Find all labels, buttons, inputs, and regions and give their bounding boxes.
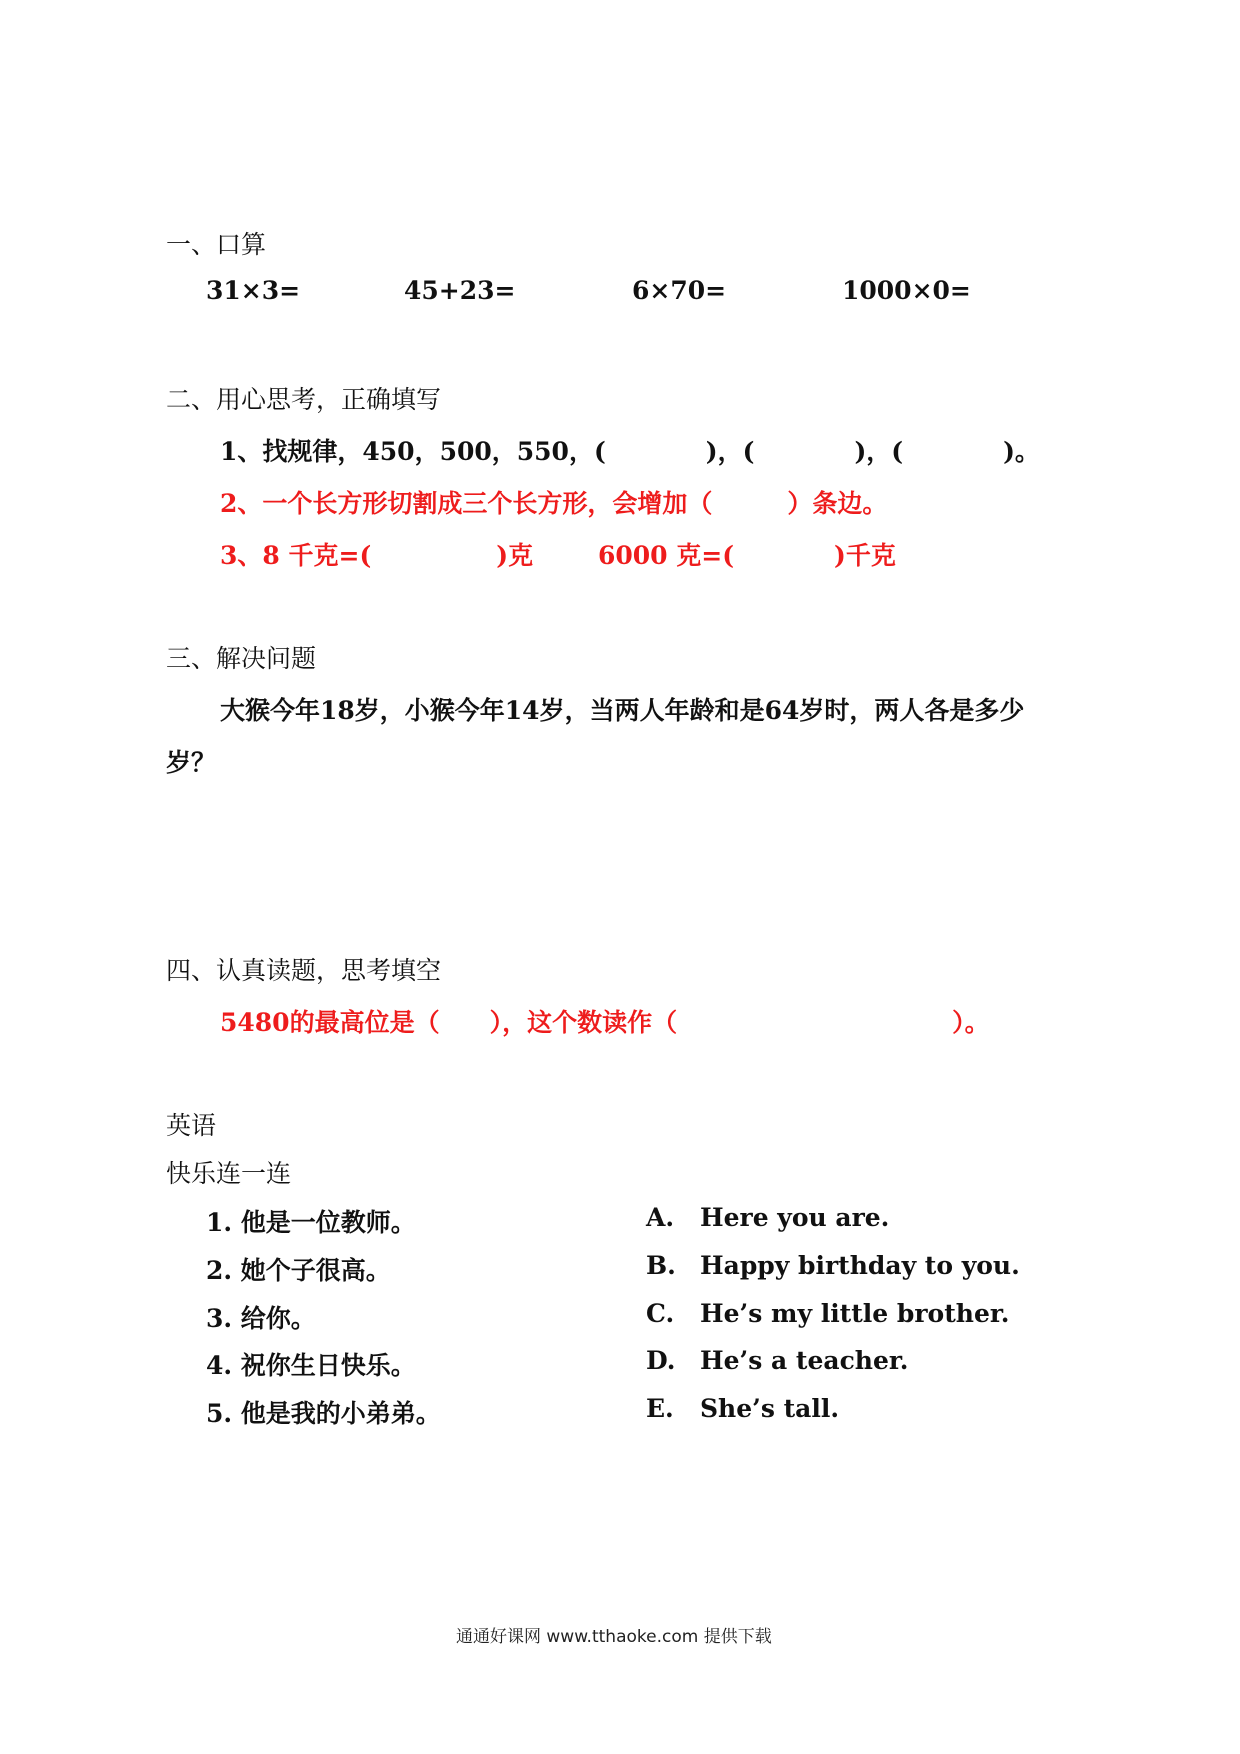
- match-right-letter-b: B.: [646, 1251, 676, 1280]
- section1-heading: 一、口算: [166, 230, 267, 259]
- match-left-1: 1. 他是一位教师。: [206, 1208, 416, 1237]
- calc-item-1: 31×3=: [206, 276, 301, 305]
- english-heading: 英语: [166, 1111, 217, 1140]
- english-subheading: 快乐连一连: [166, 1159, 292, 1188]
- calc-item-2: 45+23=: [404, 276, 516, 305]
- match-right-letter-d: D.: [646, 1346, 676, 1375]
- match-left-4: 4. 祝你生日快乐。: [206, 1351, 416, 1380]
- match-right-letter-e: E.: [646, 1394, 674, 1423]
- problem-line-1: 大猴今年18岁，小猴今年14岁，当两人年龄和是64岁时，两人各是多少: [220, 696, 1025, 725]
- match-left-3: 3. 给你。: [206, 1304, 316, 1333]
- calc-item-4: 1000×0=: [842, 276, 971, 305]
- match-right-b: Happy birthday to you.: [700, 1251, 1020, 1280]
- page-footer: 通通好课网 www.tthaoke.com 提供下载: [456, 1627, 772, 1647]
- match-right-letter-a: A.: [646, 1203, 675, 1232]
- section3-heading: 三、解决问题: [166, 644, 317, 673]
- match-right-letter-c: C.: [646, 1299, 675, 1328]
- section4-heading: 四、认真读题，思考填空: [166, 956, 442, 985]
- question-2-3a: 3、8 千克=( )克: [220, 541, 534, 570]
- question-2-3b: 6000 克=( )千克: [598, 541, 896, 570]
- match-right-a: Here you are.: [700, 1203, 890, 1232]
- match-right-c: He’s my little brother.: [700, 1299, 1010, 1328]
- match-left-2: 2. 她个子很高。: [206, 1256, 391, 1285]
- question-4: 5480的最高位是（ ），这个数读作（ ）。: [220, 1008, 990, 1037]
- question-2-1: 1、找规律，450，500，550，( )，( )，( )。: [220, 437, 1040, 466]
- question-2-2: 2、一个长方形切割成三个长方形，会增加（ ）条边。: [220, 489, 888, 518]
- calc-item-3: 6×70=: [632, 276, 727, 305]
- section2-heading: 二、用心思考，正确填写: [166, 385, 442, 414]
- match-left-5: 5. 他是我的小弟弟。: [206, 1399, 441, 1428]
- match-right-e: She’s tall.: [700, 1394, 840, 1423]
- problem-line-2: 岁？: [166, 748, 217, 777]
- match-right-d: He’s a teacher.: [700, 1346, 909, 1375]
